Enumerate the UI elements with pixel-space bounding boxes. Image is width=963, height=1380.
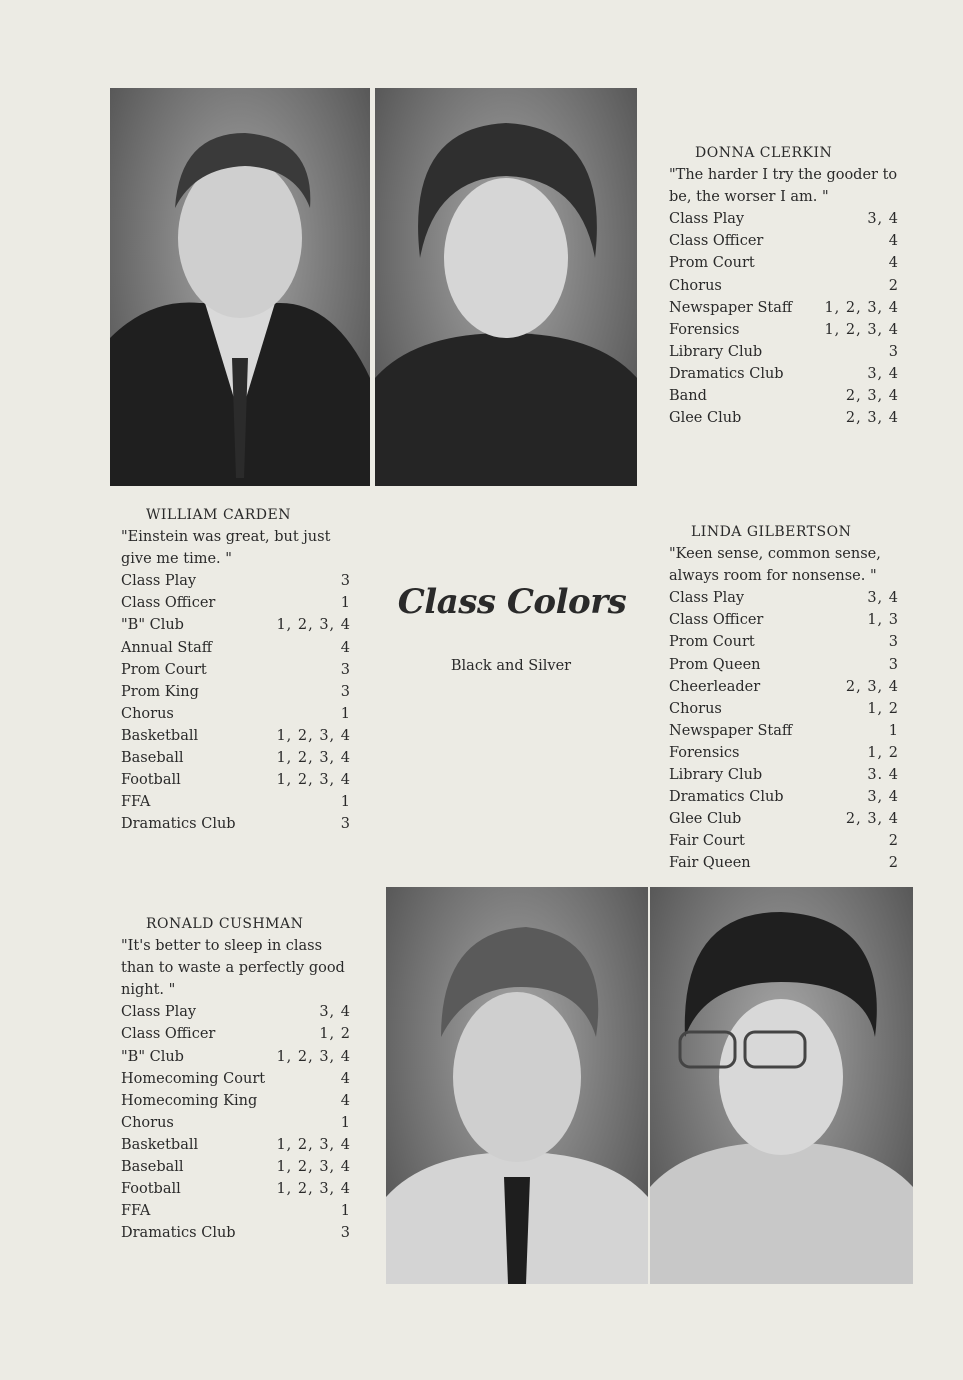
list-item: Class Play 3: [121, 573, 351, 590]
list-item: Glee Club 2, 3, 4: [669, 410, 899, 427]
bio-donna-clerkin: [669, 142, 899, 429]
student-quote: "It's better to sleep in class than to waste a perfectly good night. ": [121, 938, 345, 999]
list-item: Homecoming Court 4: [121, 1070, 351, 1087]
photo-william-carden: [110, 88, 370, 486]
list-item: Newspaper Staff 1, 2, 3, 4: [669, 299, 899, 316]
list-item: Dramatics Club 3: [121, 816, 351, 833]
list-item: "B" Club 1, 2, 3, 4: [121, 1048, 351, 1065]
activity-list: [121, 1001, 351, 1244]
student-quote: "The harder I try the gooder to be, the worser I am. ": [669, 167, 898, 206]
list-item: Baseball 1, 2, 3, 4: [121, 750, 351, 767]
photo-ronald-cushman: [386, 887, 648, 1284]
list-item: Prom Court 3: [669, 634, 899, 651]
list-item: Cheerleader 2, 3, 4: [669, 678, 899, 695]
list-item: Dramatics Club 3, 4: [669, 789, 899, 806]
list-item: Forensics 1, 2, 3, 4: [669, 321, 899, 338]
list-item: Class Play 3, 4: [121, 1004, 351, 1021]
list-item: FFA 1: [121, 1203, 351, 1220]
list-item: Homecoming King 4: [121, 1092, 351, 1109]
activity-list: [669, 208, 899, 429]
bio-ronald-cushman: [121, 913, 351, 1244]
list-item: Dramatics Club 3: [121, 1225, 351, 1242]
class-colors-title: Class Colors: [397, 582, 627, 622]
list-item: Class Play 3, 4: [669, 211, 899, 228]
list-item: Chorus 2: [669, 277, 899, 294]
activity-list: [669, 587, 899, 874]
student-name: LINDA GILBERTSON: [691, 524, 852, 540]
list-item: Prom Court 4: [669, 255, 899, 272]
list-item: Chorus 1: [121, 1114, 351, 1131]
list-item: Fair Queen 2: [669, 855, 899, 872]
list-item: Fair Court 2: [669, 833, 899, 850]
list-item: Basketball 1, 2, 3, 4: [121, 1136, 351, 1153]
list-item: Prom Queen 3: [669, 656, 899, 673]
list-item: Class Officer 1, 3: [669, 612, 899, 629]
list-item: Glee Club 2, 3, 4: [669, 811, 899, 828]
bio-william-carden: [121, 504, 351, 835]
student-name: RONALD CUSHMAN: [146, 916, 304, 932]
list-item: Class Officer 1, 2: [121, 1026, 351, 1043]
list-item: Football 1, 2, 3, 4: [121, 1181, 351, 1198]
student-quote: "Einstein was great, but just give me time. ": [121, 529, 331, 568]
list-item: Library Club 3. 4: [669, 767, 899, 784]
list-item: Band 2, 3, 4: [669, 388, 899, 405]
list-item: Class Officer 1: [121, 595, 351, 612]
list-item: Library Club 3: [669, 343, 899, 360]
activity-list: [121, 570, 351, 835]
list-item: FFA 1: [121, 794, 351, 811]
photo-donna-clerkin: [375, 88, 637, 486]
student-name: WILLIAM CARDEN: [146, 507, 291, 523]
list-item: Newspaper Staff 1: [669, 722, 899, 739]
list-item: Class Officer 4: [669, 233, 899, 250]
list-item: Prom King 3: [121, 683, 351, 700]
student-quote: "Keen sense, common sense, always room for nonsense. ": [669, 546, 881, 585]
list-item: Chorus 1, 2: [669, 700, 899, 717]
list-item: Class Play 3, 4: [669, 590, 899, 607]
photo-linda-gilbertson: [650, 887, 913, 1284]
list-item: Annual Staff 4: [121, 639, 351, 656]
list-item: Basketball 1, 2, 3, 4: [121, 727, 351, 744]
list-item: Prom Court 3: [121, 661, 351, 678]
list-item: "B" Club 1, 2, 3, 4: [121, 617, 351, 634]
list-item: Dramatics Club 3, 4: [669, 365, 899, 382]
list-item: Chorus 1: [121, 705, 351, 722]
class-colors-text: Black and Silver: [450, 658, 572, 674]
list-item: Baseball 1, 2, 3, 4: [121, 1159, 351, 1176]
list-item: Forensics 1, 2: [669, 744, 899, 761]
bio-linda-gilbertson: [669, 521, 899, 875]
student-name: DONNA CLERKIN: [695, 145, 833, 161]
list-item: Football 1, 2, 3, 4: [121, 772, 351, 789]
